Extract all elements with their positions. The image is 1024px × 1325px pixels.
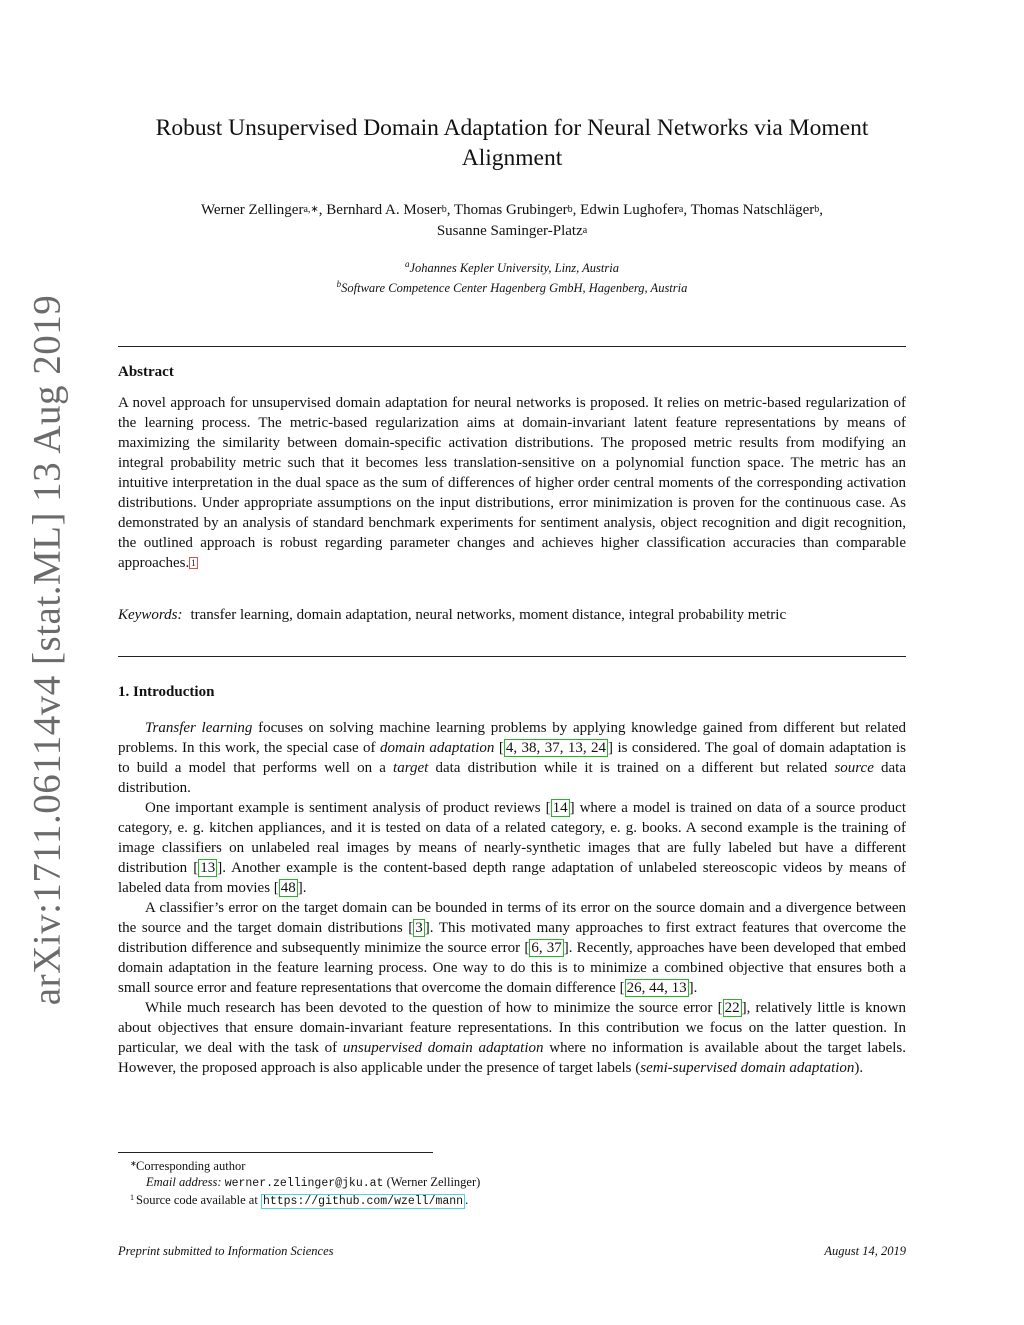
footnote-text: Source code available at [136, 1193, 261, 1207]
citation-link[interactable]: 48 [280, 880, 296, 896]
abstract-bottom-rule [118, 656, 906, 657]
emph: target [393, 760, 429, 776]
emph: source [834, 760, 874, 776]
author-affil-mark: b [567, 204, 573, 215]
abstract-text [118, 393, 906, 573]
author-name: Edwin Lughofer [580, 202, 679, 218]
citation-link[interactable]: 22 [724, 1000, 740, 1016]
text: ). [854, 1060, 864, 1076]
footer-date: August 14, 2019 [824, 1244, 906, 1258]
author-list [118, 200, 906, 242]
author-line-1: Werner Zellinger$^{a,∗}$, Bernhard A. Moser$^b$, Thomas Grubinger$^b$, Edwin Lughofer$^a$, Thomas Natschläger$^b$, [200, 202, 824, 218]
affiliation-a [118, 256, 906, 276]
text: data distribution. [118, 760, 906, 796]
text: data distribution while it is trained on a different but related [428, 760, 835, 776]
footnote-mark: ∗ [130, 1159, 137, 1168]
text: A classifier’s error on the target domain can be bounded in terms of its error on the source domain and a divergence between the source and the target domain distributions [118, 900, 906, 936]
email-label: Email address: [146, 1175, 222, 1189]
keywords [118, 605, 906, 625]
author-name: Bernhard A. Moser [326, 202, 442, 218]
affil-text: Johannes Kepler University, Linz, Austria [409, 261, 619, 276]
arxiv-id: arXiv:1711.06114v4 [stat.ML] 13 Aug 2019 [25, 294, 69, 1006]
affil-mark: a [405, 259, 410, 269]
author-name: Thomas Natschläger [690, 202, 815, 218]
paragraph: A classifier’s error on the target domain can be bounded in terms of its error on the source domain and a divergence between the source and the target domain distributions [ 3 ]. This motivated many approaches to first extract features that overcome the distribution difference and subsequently minimize the source error [ 6, 37 ]. Recently, approaches have been developed that embed domain adaptation in the feature learning process. One way to do this is to minimize a combined objective that ensures both a small source error and feature representations that overcome the domain difference [ 26, 44, 13 ]. [118, 900, 906, 996]
text: . This motivated many approaches to first extract features that overcome the distribution difference and subsequently minimize the source error [118, 920, 906, 956]
text: While much research has been devoted to the question of how to minimize the source error [145, 1000, 718, 1016]
section-heading-introduction: 1. Introduction [118, 684, 215, 700]
paper-title [118, 113, 906, 173]
text: . [693, 980, 698, 996]
citation-link[interactable]: 4, 38, 37, 13, 24 [505, 740, 607, 756]
emph: semi-supervised domain adaptation [640, 1060, 855, 1076]
keywords-label: Keywords: [118, 607, 183, 623]
footnote-mark: 1 [130, 1193, 134, 1202]
affil-mark: b [336, 279, 342, 290]
text: . [302, 880, 307, 896]
footnote-email [136, 1174, 906, 1192]
footnote-text: Corresponding author [136, 1159, 246, 1173]
text: . Another example is the content-based depth range adaptation of unlabeled stereoscopic videos by means of labeled data from movies [118, 860, 906, 896]
keywords-text: transfer learning, domain adaptation, neural networks, moment distance, integral probability metric [190, 607, 787, 623]
emph: unsupervised domain adaptation [342, 1040, 544, 1056]
text: focuses on solving machine learning problems by applying knowledge gained from different but related problems. In this work, the special case of [118, 720, 906, 756]
source-code-url-link[interactable]: https://github.com/wzell/mann [262, 1195, 464, 1208]
author-name: Werner Zellinger [200, 202, 304, 218]
text: where a model is trained on data of a source product category, e. g. kitchen appliances, and it is tested on data of a related category, e. g. books. A second example is the training of image classifiers on unlabeled real images by means of nearly-synthetic images that are fully labeled but have a different distribution [118, 800, 906, 876]
author-line-2 [118, 221, 906, 242]
text: , relatively little is known about objectives that ensure domain-invariant feature representations. In this contribution we focus on the latter question. In particular, we deal with the task of [118, 1000, 906, 1056]
text: One important example is sentiment analysis of product reviews [145, 800, 546, 816]
abstract-heading: Abstract [118, 364, 174, 380]
citation-link[interactable]: 13 [200, 860, 216, 876]
paragraph: One important example is sentiment analysis of product reviews [ 14 ] where a model is trained on data of a source product category, e. g. kitchen appliances, and it is tested on data of a related category, e. g. books. A second example is the training of image classifiers on unlabeled real images by means of nearly-synthetic images that are fully labeled but have a different distribution [ 13 ]. Another example is the content-based depth range adaptation of unlabeled stereoscopic videos by means of labeled data from movies [ 48 ]. [118, 800, 906, 896]
introduction-body [118, 718, 906, 1078]
affil-text: Software Competence Center Hagenberg GmbH, Hagenberg, Austria [341, 281, 688, 296]
author-affil-mark: b [814, 204, 820, 215]
affiliations [118, 256, 906, 296]
abstract-top-rule [118, 346, 906, 347]
text: . Recently, approaches have been developed that embed domain adaptation in the feature learning process. One way to do this is to minimize a combined objective that ensures both a small source error and feature representations that overcome the domain difference [118, 940, 906, 996]
footnote-code [130, 1192, 906, 1210]
footnote-ref-link[interactable]: 1 [191, 558, 196, 568]
author-name: Thomas Grubinger [453, 202, 568, 218]
author-affil-mark: b [441, 204, 447, 215]
text: is considered. The goal of domain adaptation is to build a model that performs well on a [118, 740, 906, 776]
author-affil-mark: a [678, 204, 684, 215]
emph: Transfer learning [145, 720, 253, 736]
title-line-2: Alignment [461, 145, 563, 171]
citation-link[interactable]: 26, 44, 13 [626, 980, 687, 996]
email-link[interactable]: werner.zellinger@jku.at [224, 1177, 384, 1190]
affiliation-b [118, 276, 906, 296]
author-name: Susanne Saminger-Platz [436, 223, 583, 239]
citation-link[interactable]: 6, 37 [531, 940, 562, 956]
emph: domain adaptation [379, 740, 495, 756]
author-affil-mark: a,∗ [303, 204, 319, 215]
abstract-body: A novel approach for unsupervised domain adaptation for neural networks is proposed. It relies on metric-based regularization of the learning process. The metric-based regularization aims at domain-invariant latent feature representations by means of maximizing the similarity between domain-specific activation distributions. The proposed metric results from modifying an integral probability metric such that it becomes less translation-sensitive on a polynomial function space. The metric has an intuitive interpretation in the dual space as the sum of differences of higher order central moments of the corresponding activation distributions. Under appropriate assumptions on the input distributions, error minimization is proven for the continuous case. As demonstrated by an analysis of standard benchmark experiments for sentiment analysis, object recognition and digit recognition, the outlined approach is robust regarding parameter changes and achieves higher classification accuracies than comparable approaches. [118, 395, 906, 571]
footer-preprint-note: Preprint submitted to Information Sciences [118, 1244, 334, 1258]
citation-link[interactable]: 3 [415, 920, 423, 936]
citation-link[interactable]: 14 [552, 800, 568, 816]
paragraph: While much research has been devoted to the question of how to minimize the source error [ 22 ], relatively little is known about objectives that ensure domain-invariant feature representations. In this contribution we focus on the latter question. In particular, we deal with the task of unsupervised domain adaptation where no information is available about the target labels. However, the proposed approach is also applicable under the presence of target labels (semi-supervised domain adaptation). [118, 1000, 906, 1076]
arxiv-sidebar-stamp [22, 294, 72, 1006]
footnotes [130, 1158, 906, 1210]
author-affil-mark: a [582, 225, 588, 236]
title-line-1: Robust Unsupervised Domain Adaptation for Neural Networks via Moment [155, 115, 869, 141]
footnote-text: . [465, 1193, 469, 1207]
paragraph: Transfer learning focuses on solving machine learning problems by applying knowledge gained from different but related problems. In this work, the special case of domain adaptation [ 4, 38, 37, 13, 24 ] is considered. The goal of domain adaptation is to build a model that performs well on a target data distribution while it is trained on a different but related source data distribution. [118, 720, 906, 796]
footnote-rule [118, 1152, 433, 1153]
text: where no information is available about the target labels. However, the proposed approach is also applicable under the presence of target labels ( [118, 1040, 906, 1076]
footnote-corresponding [130, 1158, 906, 1174]
email-owner: (Werner Zellinger) [383, 1175, 481, 1189]
